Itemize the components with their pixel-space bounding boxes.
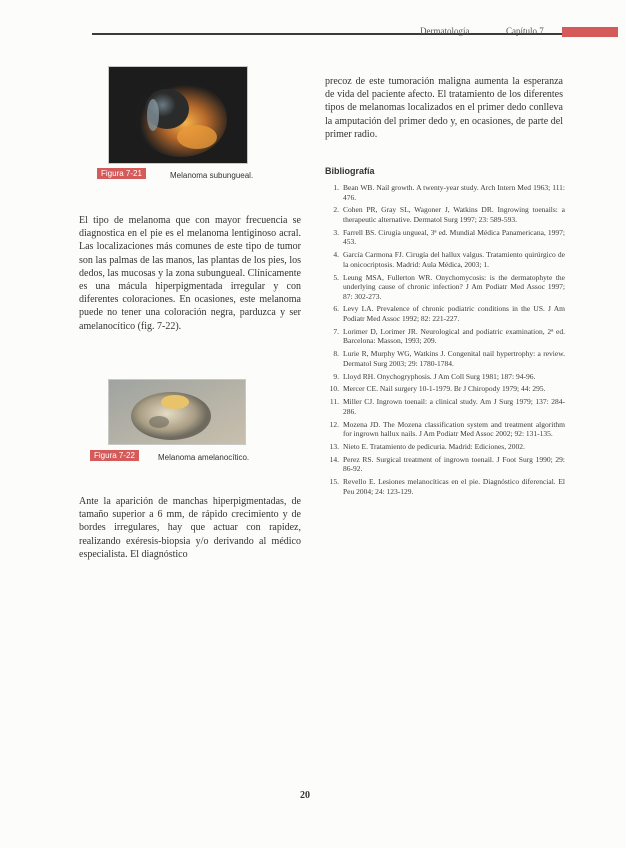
bibliography-number: 5. — [333, 272, 339, 282]
bibliography-entry — [325, 304, 565, 323]
bibliography-text: García Carmona FJ. Cirugía del hallux valgus. Tratamiento quirúrgico de la onicocriptosis. Madrid: Aula Médica, 2003; 1. — [343, 250, 565, 269]
bibliography-text: Levy LA. Prevalence of chronic podiatric conditions in the US. J Am Podiatr Med Assoc 1992; 82: 221-227. — [343, 304, 565, 324]
figure-label: Figura 7-22 — [90, 450, 139, 461]
figure-amelanotic-melanoma-photo — [108, 379, 246, 445]
bibliography-entry — [325, 455, 565, 474]
bibliography-number: 14. — [329, 454, 339, 464]
bibliography-heading: Bibliografía — [325, 166, 375, 176]
bibliography-entry — [325, 384, 565, 394]
bibliography-text: Revello E. Lesiones melanocíticas en el pie. Diagnóstico diferencial. El Peu 2004; 24: 123-129. — [343, 477, 565, 496]
bibliography-entry — [325, 420, 565, 439]
page-number: 20 — [300, 790, 310, 801]
bibliography-text: Lorimer D, Lorimer JR. Neurological and podiatric examination, 2ª ed. Barcelona: Masson, 1993; 209. — [343, 326, 565, 346]
bibliography-number: 13. — [329, 441, 339, 451]
bibliography-entry — [325, 250, 565, 269]
bibliography-number: 1. — [333, 183, 339, 192]
bibliography-text: Farrell BS. Cirugía ungueal, 3ª ed. Mundial Médica Panamericana, 1997; 453. — [343, 227, 565, 247]
bibliography-number: 8. — [333, 349, 339, 359]
bibliography-number: 3. — [333, 227, 339, 237]
bibliography-entry — [325, 273, 565, 302]
bibliography-entry — [325, 397, 565, 416]
bibliography-entry — [325, 477, 565, 496]
photo-illustration — [109, 380, 245, 444]
bibliography-number: 11. — [329, 397, 339, 407]
chapter-tab — [562, 27, 618, 37]
bibliography-list — [325, 183, 565, 499]
bibliography-text: Miller CJ. Ingrown toenail: a clinical study. Am J Surg 1979; 137: 284-286. — [343, 397, 565, 416]
bibliography-text: Mercer CE. Nail surgery 10-1-1979. Br J Chiropody 1979; 44: 295. — [343, 384, 546, 394]
figure-caption: Melanoma subungueal. — [170, 171, 254, 180]
bibliography-text: Mozena JD. The Mozena classification system and treatment algorithm for ingrown hallux nails. J Am Podiatr Med Assoc 2002; 92: 131-135. — [343, 419, 565, 439]
bibliography-text: Nieto E. Tratamiento de pedicuria. Madrid: Ediciones, 2002. — [343, 441, 525, 451]
body-paragraph: Ante la aparición de manchas hiperpigmentadas, de tamaño superior a 6 mm, de rápido crecimiento y de bordes irregulares, hay que actuar con rapidez, realizando exéresis-biopsia y/o derivando al médico especialista. El diagnóstico — [79, 496, 301, 560]
body-paragraph-continued: precoz de este tumoración maligna aumenta la esperanza de vida del paciente afecto. El tratamiento de los diferentes tipos de melanomas localizados en el primer dedo conlleva la amputación del primer dedo y, en ocasiones, de parte del primer radio. — [325, 76, 563, 140]
bibliography-number: 4. — [333, 250, 339, 260]
bibliography-entry — [325, 228, 565, 247]
bibliography-number: 15. — [329, 477, 339, 487]
bibliography-text: Cohen PR, Gray SL, Wagoner J, Watkins DR. Ingrowing toenails: a therapeutic alternative. Dermatol Surg 1997; 23: 589-593. — [343, 205, 565, 224]
header-rule — [92, 33, 564, 35]
bibliography-entry — [325, 205, 565, 224]
bibliography-number: 9. — [333, 371, 339, 381]
bibliography-entry — [325, 442, 565, 452]
bibliography-number: 10. — [329, 384, 339, 394]
bibliography-number: 12. — [329, 419, 339, 429]
bibliography-entry — [325, 327, 565, 346]
bibliography-text: Lurie R, Murphy WG, Watkins J. Congenital nail hypertrophy: a review. Dermatol Surg 2003; 29: 1780-1784. — [343, 349, 565, 368]
running-header-title: Dermatología — [420, 26, 470, 36]
bibliography-text: Bean WB. Nail growth. A twenty-year study. Arch Intern Med 1963; 111: 476. — [343, 183, 565, 202]
bibliography-text: Lloyd RH. Onychogryphosis. J Am Coll Surg 1981; 187: 94-96. — [343, 371, 536, 381]
figure-subungual-melanoma-photo — [108, 66, 248, 164]
bibliography-number: 6. — [333, 304, 339, 314]
bibliography-entry — [325, 349, 565, 368]
bibliography-text: Leung MSA, Fullerton WR. Onychomycosis: is the dermatophyte the underlying cause of chronic infection? J Am Podiatr Med Assoc 1997; 87: 302-273. — [343, 272, 565, 301]
bibliography-number: 2. — [333, 205, 339, 215]
body-paragraph: El tipo de melanoma que con mayor frecuencia se diagnostica en el pie es el melanoma lentiginoso acral. Las localizaciones más comunes de este tipo de tumor son las palmas de las manos, las plantas de los pies, los dedos, las mucosas y la zona subungueal. Clínicamente es una mácula hiperpigmentada irregular y con diferentes coloraciones. En ocasiones, este melanoma puede no tener una coloración negra, parduzca y ser amelanocítico (fig. 7-22). — [79, 215, 301, 332]
figure-caption: Melanoma amelanocítico. — [158, 453, 250, 462]
bibliography-number: 7. — [333, 326, 339, 336]
bibliography-entry — [325, 183, 565, 202]
bibliography-text: Perez RS. Surgical treatment of ingrown toenail. J Foot Surg 1990; 29: 86-92. — [343, 454, 565, 474]
photo-illustration — [109, 67, 247, 163]
figure-label: Figura 7-21 — [97, 168, 146, 179]
bibliography-entry — [325, 372, 565, 382]
running-header-chapter: Capítulo 7 — [506, 26, 544, 36]
